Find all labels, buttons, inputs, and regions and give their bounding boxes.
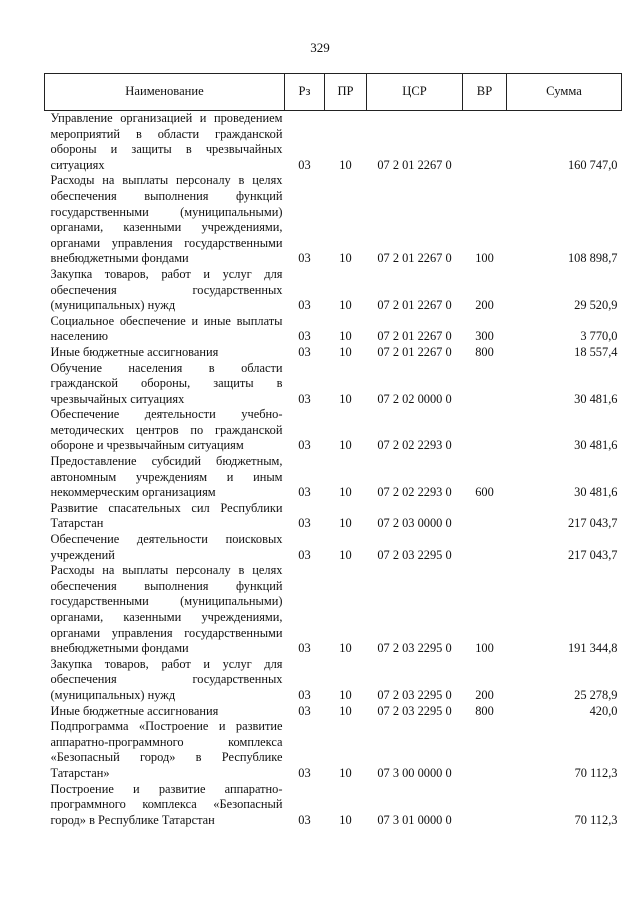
row-vr: 800	[475, 703, 494, 718]
row-vr	[463, 501, 507, 532]
budget-table	[44, 73, 622, 828]
row-name: Развитие спасательных сил Республики Татарстан	[50, 500, 283, 531]
row-vr: 600	[475, 485, 494, 500]
row-name: Закупка товаров, работ и услуг для обеспечения государственных (муниципальных) нужд	[50, 656, 283, 702]
row-pr: 10	[339, 344, 352, 359]
table-row	[45, 267, 622, 314]
row-rz: 03	[298, 438, 311, 453]
row-name: Социальное обеспечение и иные выплаты населению	[50, 313, 283, 344]
row-pr: 10	[339, 329, 352, 344]
row-name: Построение и развитие аппаратно-программного комплекса «Безопасный город» в Республике Татарстан	[50, 781, 283, 827]
row-vr: 200	[475, 687, 494, 702]
header-vr: ВР	[463, 74, 507, 111]
row-sum: 18 557,4	[574, 344, 618, 359]
table-row	[45, 563, 622, 657]
table-row	[45, 501, 622, 532]
row-vr	[463, 407, 507, 454]
row-vr: 100	[475, 641, 494, 656]
table-row	[45, 657, 622, 704]
row-sum: 3 770,0	[580, 329, 618, 344]
table-row	[45, 782, 622, 829]
row-rz: 03	[298, 485, 311, 500]
row-rz: 03	[298, 344, 311, 359]
row-vr: 300	[475, 329, 494, 344]
row-rz: 03	[298, 547, 311, 562]
row-csr: 07 2 01 2267 0	[377, 344, 452, 359]
row-name: Подпрограмма «Построение и развитие аппаратно-программного комплекса «Безопасный город» в Республике Татарстан»	[50, 719, 283, 780]
row-csr: 07 3 01 0000 0	[377, 812, 452, 827]
table-row	[45, 361, 622, 408]
row-rz: 03	[298, 516, 311, 531]
row-rz: 03	[298, 391, 311, 406]
row-name: Управление организацией и проведением мероприятий в области гражданской обороны и защиты в чрезвычайных ситуациях	[50, 111, 283, 172]
row-vr	[463, 532, 507, 563]
table-row	[45, 111, 622, 174]
row-csr: 07 2 03 0000 0	[377, 516, 452, 531]
header-pr: ПР	[325, 74, 367, 111]
table-row	[45, 454, 622, 501]
row-pr: 10	[339, 251, 352, 266]
row-name: Иные бюджетные ассигнования	[50, 703, 219, 718]
row-pr: 10	[339, 547, 352, 562]
row-csr: 07 3 00 0000 0	[377, 765, 452, 780]
row-csr: 07 2 03 2295 0	[377, 703, 452, 718]
table-row	[45, 173, 622, 267]
row-csr: 07 2 02 2293 0	[377, 485, 452, 500]
row-vr: 200	[475, 298, 494, 313]
table-row	[45, 407, 622, 454]
row-rz: 03	[298, 812, 311, 827]
row-name: Обучение населения в области гражданской обороны, защиты в чрезвычайных ситуациях	[50, 360, 283, 406]
row-rz: 03	[298, 329, 311, 344]
header-sum: Сумма	[507, 74, 622, 111]
row-csr: 07 2 03 2295 0	[377, 547, 452, 562]
row-name: Расходы на выплаты персоналу в целях обеспечения выполнения функций государственными (муниципальными) органами, казенными учреждениями, органами управления государственными внебюджетными фондами	[50, 563, 283, 656]
header-rz: Рз	[285, 74, 325, 111]
row-pr: 10	[339, 298, 352, 313]
row-name: Закупка товаров, работ и услуг для обеспечения государственных (муниципальных) нужд	[50, 266, 283, 313]
row-sum: 191 344,8	[567, 641, 618, 656]
row-pr: 10	[339, 391, 352, 406]
header-csr: ЦСР	[367, 74, 463, 111]
row-pr: 10	[339, 641, 352, 656]
row-name: Предоставление субсидий бюджетным, автономным учреждениям и иным некоммерческим организациям	[50, 454, 283, 500]
row-csr: 07 2 01 2267 0	[377, 157, 452, 172]
row-rz: 03	[298, 298, 311, 313]
table-row	[45, 345, 622, 361]
row-pr: 10	[339, 485, 352, 500]
row-csr: 07 2 03 2295 0	[377, 687, 452, 702]
row-name: Расходы на выплаты персоналу в целях обеспечения выполнения функций государственными (муниципальными) органами, казенными учреждениями, органами управления государственными внебюджетными фондами	[50, 173, 283, 266]
row-csr: 07 2 02 2293 0	[377, 438, 452, 453]
table-row	[45, 532, 622, 563]
row-rz: 03	[298, 251, 311, 266]
row-sum: 30 481,6	[574, 485, 618, 500]
row-pr: 10	[339, 812, 352, 827]
row-rz: 03	[298, 703, 311, 718]
row-csr: 07 2 01 2267 0	[377, 329, 452, 344]
row-sum: 70 112,3	[574, 812, 618, 827]
row-sum: 30 481,6	[574, 438, 618, 453]
row-csr: 07 2 02 0000 0	[377, 391, 452, 406]
row-sum: 70 112,3	[574, 765, 618, 780]
row-vr: 100	[475, 251, 494, 266]
table-row	[45, 704, 622, 720]
row-pr: 10	[339, 703, 352, 718]
row-pr: 10	[339, 765, 352, 780]
row-pr: 10	[339, 687, 352, 702]
row-vr	[463, 719, 507, 781]
row-rz: 03	[298, 157, 311, 172]
row-sum: 25 278,9	[574, 687, 618, 702]
row-rz: 03	[298, 765, 311, 780]
row-csr: 07 2 03 2295 0	[377, 641, 452, 656]
row-sum: 217 043,7	[567, 547, 618, 562]
table-row	[45, 719, 622, 781]
row-name: Обеспечение деятельности учебно-методических центров по гражданской обороне и чрезвычайным ситуациям	[50, 407, 283, 453]
table-row	[45, 314, 622, 345]
row-vr: 800	[475, 344, 494, 359]
row-sum: 30 481,6	[574, 391, 618, 406]
row-vr	[463, 361, 507, 408]
table-header-row	[45, 74, 622, 111]
header-name: Наименование	[45, 74, 285, 111]
row-vr	[463, 782, 507, 829]
row-rz: 03	[298, 687, 311, 702]
row-sum: 29 520,9	[574, 298, 618, 313]
row-pr: 10	[339, 157, 352, 172]
row-sum: 108 898,7	[567, 251, 618, 266]
page-number: 329	[310, 40, 330, 55]
row-name: Обеспечение деятельности поисковых учреждений	[50, 532, 283, 562]
row-csr: 07 2 01 2267 0	[377, 251, 452, 266]
row-pr: 10	[339, 516, 352, 531]
row-name: Иные бюджетные ассигнования	[50, 344, 219, 359]
row-sum: 217 043,7	[567, 516, 618, 531]
row-vr	[463, 111, 507, 174]
row-pr: 10	[339, 438, 352, 453]
row-csr: 07 2 01 2267 0	[377, 298, 452, 313]
row-rz: 03	[298, 641, 311, 656]
row-sum: 420,0	[589, 703, 618, 718]
row-sum: 160 747,0	[567, 157, 618, 172]
